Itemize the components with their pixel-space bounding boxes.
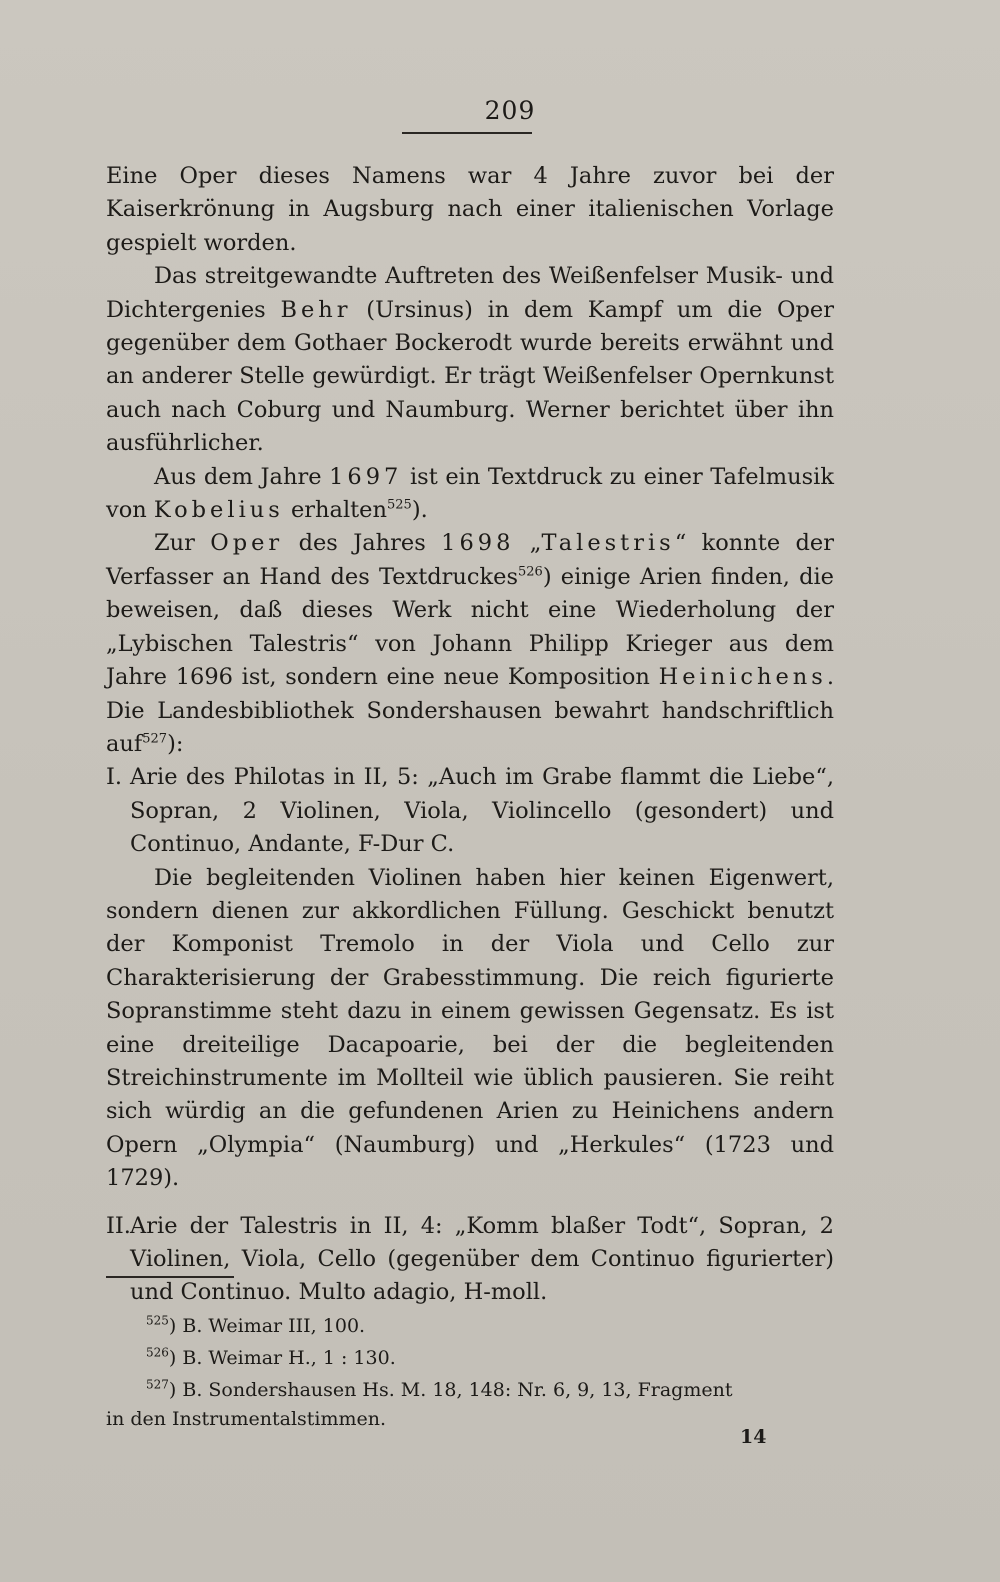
paragraph-2-text-b: (Ursinus) in dem Kampf um die Oper gegenüber dem Gothaer Bockerodt wurde bereits erwähnt und an anderer Stelle gewürdigt. Er trägt Weißenfelser Opernkunst auch nach Coburg und Naumburg. Werner berichtet über ihn ausführlicher. — [106, 296, 834, 457]
footnote-525 — [106, 1310, 836, 1342]
signature-mark: 14 — [740, 1426, 767, 1448]
list-item-2 — [106, 1210, 834, 1310]
paragraph-4 — [106, 527, 834, 761]
footnote-rule — [106, 1276, 234, 1278]
year-1698: 1698 — [441, 530, 515, 557]
footnote-text: ) B. Sondershausen Hs. M. 18, 148: Nr. 6, 9, 13, Fragment — [168, 1379, 733, 1401]
footnote-527-continuation: in den Instrumentalstimmen. — [106, 1408, 387, 1430]
list-item-1 — [106, 761, 834, 861]
list-item-text: Arie der Talestris in II, 4: „Komm blaßer Todt“, Sopran, 2 Violinen, Viola, Cello (gegenüber dem Continuo figurierter) und Continuo. Multo adagio, H-moll. — [130, 1212, 834, 1306]
footnote-text: ) B. Weimar III, 100. — [168, 1315, 366, 1337]
paragraph-3-text-a: Aus dem Jahre — [154, 463, 330, 490]
person-name-behr: Behr — [280, 296, 352, 323]
person-name-heinichens: Heinichens — [658, 664, 827, 691]
opera-title-talestris: Talestris — [541, 530, 675, 557]
page-header — [0, 96, 1000, 125]
footnotes — [106, 1310, 836, 1432]
footnote-ref-526: 526 — [518, 564, 543, 580]
paragraph-4-lead: Zur — [154, 530, 211, 557]
footnote-ref-527: 527 — [142, 731, 168, 747]
body-text — [106, 160, 834, 1310]
paragraph-5: Die begleitenden Violinen haben hier keinen Eigenwert, sondern dienen zur akkordlichen Füllung. Geschickt benutzt der Komponist Tremolo in der Viola und Cello zur Charakterisierung der Grabesstimmung. Die reich figurierte Sopranstimme steht dazu in einem gewissen Gegensatz. Es ist eine dreiteilige Dacapoarie, bei der die begleitenden Streichinstrumente im Mollteil wie üblich pausieren. Sie reiht sich würdig an die gefundenen Arien zu Heinichens andern Opern „Olympia“ (Naumburg) und „Herkules“ (1723 und 1729). — [106, 864, 834, 1192]
paragraph-4-text-b: “ konnte der Verfasser an Hand des Textdruckes — [106, 530, 834, 590]
list-item-number: II. — [106, 1212, 131, 1239]
footnote-ref-525: 525 — [387, 497, 412, 513]
paragraph-3-text-d: ). — [411, 497, 428, 524]
footnote-mark: 527 — [146, 1377, 169, 1392]
page-number: 209 — [484, 96, 536, 125]
year-1697: 1697 — [329, 463, 403, 490]
header-rule — [402, 132, 532, 134]
word-oper: Oper — [210, 530, 284, 557]
footnote-mark: 526 — [146, 1345, 169, 1360]
footnote-527 — [106, 1374, 836, 1406]
paragraph-4-text-d: . Die Landesbibliothek Sondershausen bewahrt handschriftlich auf — [106, 664, 834, 757]
paragraph-1: Eine Oper dieses Namens war 4 Jahre zuvor bei der Kaiserkrönung in Augsburg nach einer italienischen Vorlage gespielt worden. — [106, 163, 834, 256]
paragraph-2-text-a: Das streitgewandte Auftreten des Weißenfelser Musik- und Dichtergenies — [106, 263, 834, 323]
footnote-526 — [106, 1342, 836, 1374]
paragraph-3-text-c: erhalten — [283, 497, 387, 524]
list-item-text: Arie des Philotas in II, 5: „Auch im Grabe flammt die Liebe“, Sopran, 2 Violinen, Viola, Violincello (gesondert) und Continuo, Andante, F-Dur C. — [130, 764, 834, 858]
paragraph-3-text-b: ist ein Textdruck zu einer Tafelmusik von — [106, 463, 835, 524]
paragraph-2 — [106, 260, 834, 460]
paragraph-4-text-e: ): — [167, 730, 184, 757]
footnote-mark: 525 — [146, 1313, 169, 1328]
paragraph-4-text-c: ) einige Arien finden, die beweisen, daß dieses Werk nicht eine Wiederholung der „Lybischen Talestris“ von Johann Philipp Krieger aus dem Jahre 1696 ist, sondern eine neue Komposition — [106, 563, 834, 691]
quote-open: „ — [514, 530, 542, 557]
footnote-text: ) B. Weimar H., 1 : 130. — [168, 1347, 396, 1369]
paragraph-4-text-a: des Jahres — [283, 530, 442, 557]
list-item-number: I. — [106, 764, 123, 791]
paragraph-3 — [106, 461, 834, 528]
person-name-kobelius: Kobelius — [153, 497, 284, 524]
